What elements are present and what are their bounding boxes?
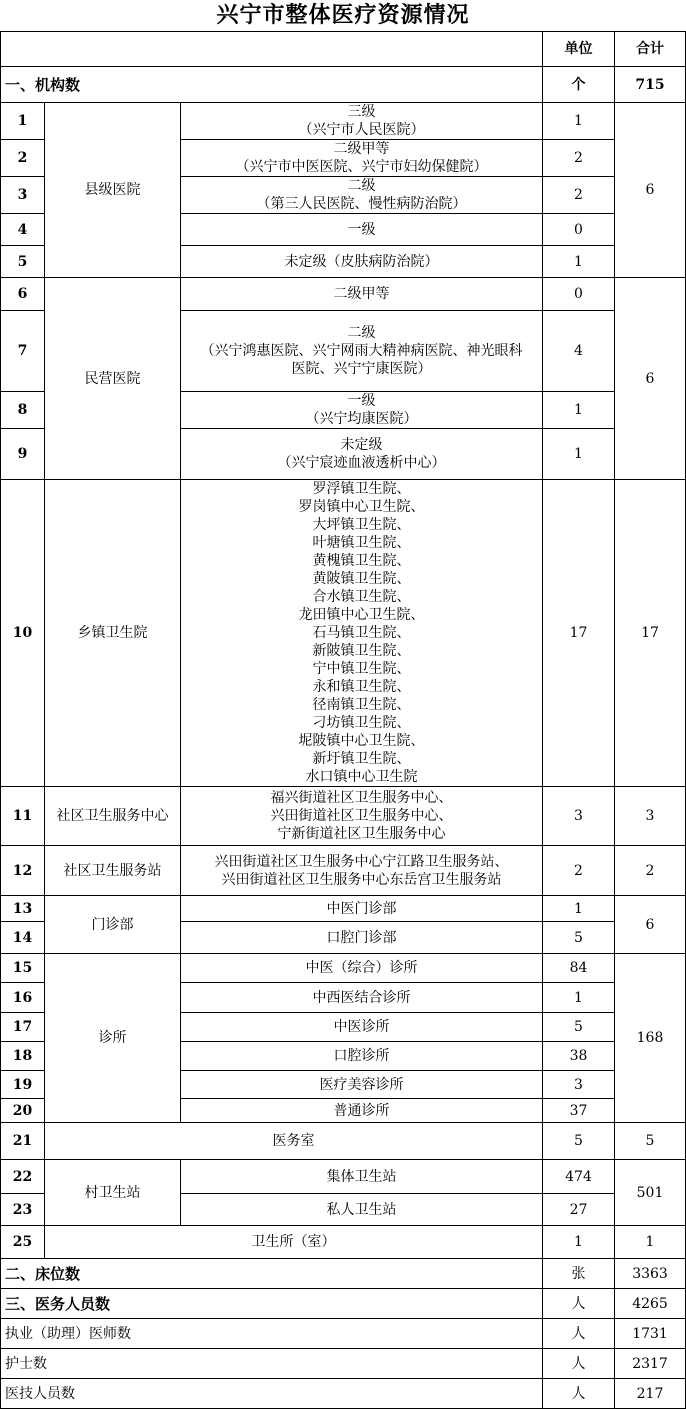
staff-label: 护士数 <box>1 1349 543 1379</box>
group-label: 诊所 <box>45 954 181 1123</box>
section-staff <box>1 1289 686 1319</box>
group-label: 村卫生站 <box>45 1160 181 1226</box>
group-label: 社区卫生服务站 <box>45 846 181 896</box>
row-number: 14 <box>1 922 45 954</box>
staff-total: 2317 <box>615 1349 686 1379</box>
row-number: 23 <box>1 1194 45 1226</box>
table-row <box>1 1123 686 1160</box>
row-count: 0 <box>543 214 615 246</box>
group-total: 5 <box>615 1123 686 1160</box>
staff-row <box>1 1319 686 1349</box>
row-name: 集体卫生站 <box>181 1160 543 1194</box>
staff-row <box>1 1379 686 1409</box>
row-name: 福兴街道社区卫生服务中心、 兴田街道社区卫生服务中心、 宁新街道社区卫生服务中心 <box>181 787 543 846</box>
staff-row <box>1 1349 686 1379</box>
staff-label: 执业（助理）医师数 <box>1 1319 543 1349</box>
row-number: 20 <box>1 1099 45 1123</box>
row-count: 1 <box>543 1226 615 1259</box>
row-number: 6 <box>1 278 45 311</box>
row-number: 4 <box>1 214 45 246</box>
row-name: 私人卫生站 <box>181 1194 543 1226</box>
staff-unit: 人 <box>543 1349 615 1379</box>
row-count: 1 <box>543 246 615 278</box>
row-number: 3 <box>1 177 45 214</box>
row-name: 二级甲等 （兴宁市中医医院、兴宁市妇幼保健院） <box>181 140 543 177</box>
row-name: 罗浮镇卫生院、 罗岗镇中心卫生院、 大坪镇卫生院、 叶塘镇卫生院、 黄槐镇卫生院、 黄陂镇卫生院、 合水镇卫生院、 龙田镇中心卫生院、 石马镇卫生院、 新陂镇卫生院、 宁中镇卫生院、 永和镇卫生院、 径南镇卫生院、 刁坊镇卫生院、 坭陂镇中心卫生院、 新圩镇卫生院、 水口镇中心卫生院 <box>181 480 543 787</box>
row-name: 一级 <box>181 214 543 246</box>
row-number: 10 <box>1 480 45 787</box>
group-total: 2 <box>615 846 686 896</box>
row-number: 19 <box>1 1071 45 1099</box>
row-number: 17 <box>1 1013 45 1042</box>
section-unit: 张 <box>543 1259 615 1289</box>
section-unit: 个 <box>543 67 615 103</box>
section-beds <box>1 1259 686 1289</box>
row-name: 二级 （第三人民医院、慢性病防治院） <box>181 177 543 214</box>
row-count: 1 <box>543 103 615 140</box>
group-total: 501 <box>615 1160 686 1226</box>
row-name: 中西医结合诊所 <box>181 983 543 1013</box>
group-total: 3 <box>615 787 686 846</box>
row-count: 17 <box>543 480 615 787</box>
table-row <box>1 480 686 787</box>
row-count: 3 <box>543 1071 615 1099</box>
row-name: 未定级（皮肤病防治院） <box>181 246 543 278</box>
staff-unit: 人 <box>543 1319 615 1349</box>
table-row <box>1 896 686 922</box>
section-label: 二、床位数 <box>1 1259 543 1289</box>
row-number: 1 <box>1 103 45 140</box>
row-name: 中医门诊部 <box>181 896 543 922</box>
row-name: 普通诊所 <box>181 1099 543 1123</box>
row-count: 1 <box>543 392 615 429</box>
row-name: 未定级 （兴宁宸迹血液透析中心） <box>181 429 543 480</box>
row-count: 38 <box>543 1042 615 1071</box>
row-name: 口腔诊所 <box>181 1042 543 1071</box>
row-number: 22 <box>1 1160 45 1194</box>
resource-table <box>0 31 686 1409</box>
row-number: 11 <box>1 787 45 846</box>
row-number: 13 <box>1 896 45 922</box>
group-label: 民营医院 <box>45 278 181 480</box>
staff-total: 1731 <box>615 1319 686 1349</box>
row-count: 5 <box>543 1123 615 1160</box>
section-total: 3363 <box>615 1259 686 1289</box>
row-name: 卫生所（室） <box>45 1226 543 1259</box>
group-total: 6 <box>615 103 686 278</box>
group-total: 1 <box>615 1226 686 1259</box>
table-row <box>1 278 686 311</box>
row-number: 5 <box>1 246 45 278</box>
row-number: 8 <box>1 392 45 429</box>
row-count: 37 <box>543 1099 615 1123</box>
staff-label: 医技人员数 <box>1 1379 543 1409</box>
header-total: 合计 <box>615 32 686 67</box>
row-count: 4 <box>543 311 615 392</box>
row-name: 二级 （兴宁鸿惠医院、兴宁网雨大精神病医院、神光眼科 医院、兴宁宁康医院） <box>181 311 543 392</box>
row-count: 1 <box>543 983 615 1013</box>
row-name: 二级甲等 <box>181 278 543 311</box>
section-label: 三、医务人员数 <box>1 1289 543 1319</box>
group-label: 社区卫生服务中心 <box>45 787 181 846</box>
group-total: 168 <box>615 954 686 1123</box>
table-row <box>1 846 686 896</box>
row-count: 27 <box>543 1194 615 1226</box>
row-number: 12 <box>1 846 45 896</box>
row-number: 16 <box>1 983 45 1013</box>
row-count: 1 <box>543 896 615 922</box>
row-count: 5 <box>543 1013 615 1042</box>
group-total: 6 <box>615 278 686 480</box>
row-name: 中医（综合）诊所 <box>181 954 543 983</box>
row-count: 2 <box>543 177 615 214</box>
group-label: 县级医院 <box>45 103 181 278</box>
group-label: 乡镇卫生院 <box>45 480 181 787</box>
row-number: 15 <box>1 954 45 983</box>
row-count: 3 <box>543 787 615 846</box>
row-count: 0 <box>543 278 615 311</box>
page-title: 兴宁市整体医疗资源情况 <box>216 2 470 28</box>
section-total: 4265 <box>615 1289 686 1319</box>
row-name: 三级 （兴宁市人民医院） <box>181 103 543 140</box>
table-row <box>1 787 686 846</box>
row-name: 医疗美容诊所 <box>181 1071 543 1099</box>
row-number: 21 <box>1 1123 45 1160</box>
row-name: 医务室 <box>45 1123 543 1160</box>
group-total: 17 <box>615 480 686 787</box>
row-number: 7 <box>1 311 45 392</box>
table-row <box>1 1160 686 1194</box>
row-name: 口腔门诊部 <box>181 922 543 954</box>
row-number: 9 <box>1 429 45 480</box>
header-blank <box>1 32 543 67</box>
section-institutions <box>1 67 686 103</box>
row-count: 1 <box>543 429 615 480</box>
row-number: 18 <box>1 1042 45 1071</box>
row-name: 中医诊所 <box>181 1013 543 1042</box>
row-number: 25 <box>1 1226 45 1259</box>
row-count: 5 <box>543 922 615 954</box>
table-row <box>1 103 686 140</box>
group-label: 门诊部 <box>45 896 181 954</box>
staff-unit: 人 <box>543 1379 615 1409</box>
table-row <box>1 1226 686 1259</box>
section-label: 一、机构数 <box>1 67 543 103</box>
row-count: 2 <box>543 846 615 896</box>
row-count: 474 <box>543 1160 615 1194</box>
table-row <box>1 954 686 983</box>
row-count: 84 <box>543 954 615 983</box>
row-name: 兴田街道社区卫生服务中心宁江路卫生服务站、 兴田街道社区卫生服务中心东岳宫卫生服务站 <box>181 846 543 896</box>
section-total: 715 <box>615 67 686 103</box>
header-unit: 单位 <box>543 32 615 67</box>
staff-total: 217 <box>615 1379 686 1409</box>
header-row <box>1 32 686 67</box>
row-name: 一级 （兴宁均康医院） <box>181 392 543 429</box>
group-total: 6 <box>615 896 686 954</box>
row-count: 2 <box>543 140 615 177</box>
section-unit: 人 <box>543 1289 615 1319</box>
row-number: 2 <box>1 140 45 177</box>
